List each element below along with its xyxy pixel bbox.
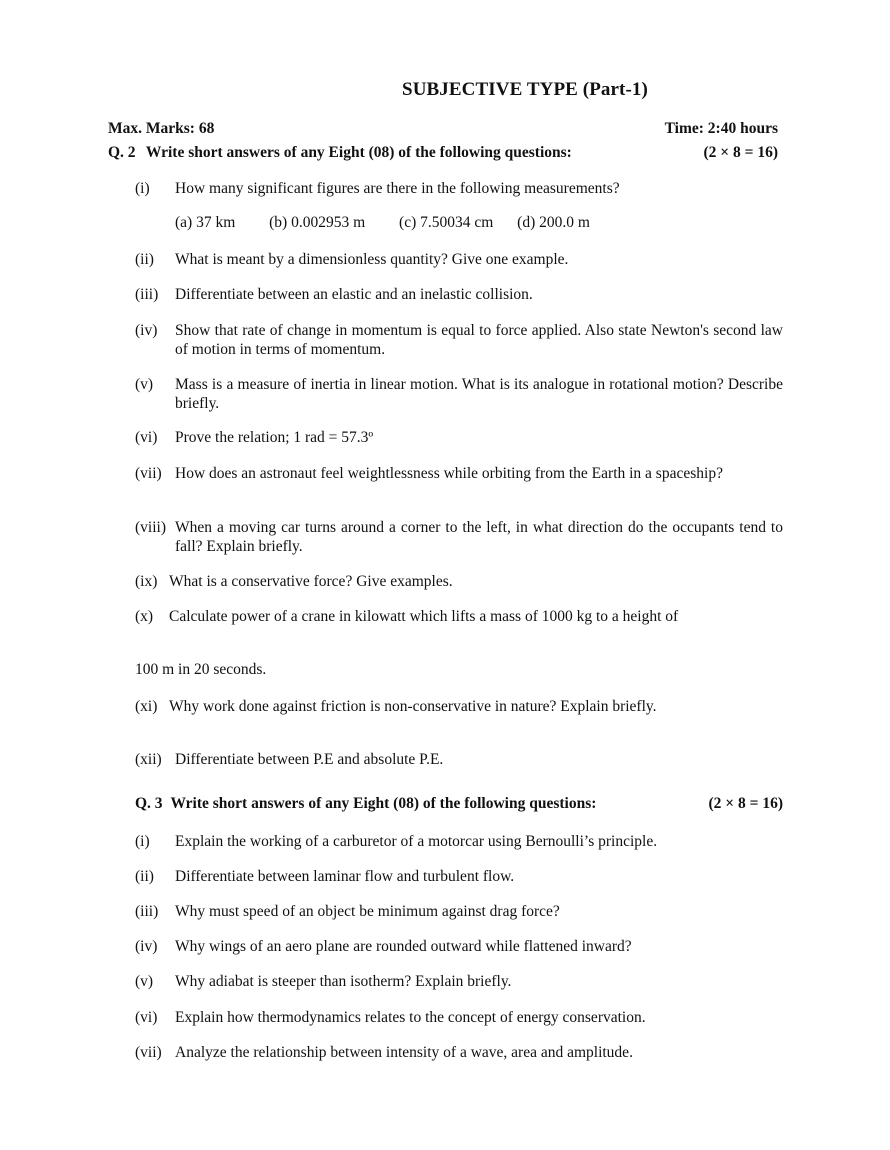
- subpart-d: (d) 200.0 m: [517, 214, 590, 231]
- item-text: Why wings of an aero plane are rounded outward while flattened inward?: [175, 938, 632, 955]
- item-label: (iii): [135, 286, 159, 303]
- q3-header: [135, 795, 783, 813]
- q2-item-ii: [135, 250, 783, 269]
- page-title: SUBJECTIVE TYPE (Part-1): [402, 79, 648, 100]
- item-label: (ii): [135, 868, 154, 885]
- q2-item-ix: [135, 572, 783, 591]
- q2-item-i: [135, 179, 783, 198]
- subpart-b: (b) 0.002953 m: [269, 214, 366, 231]
- q2-item-xi: [135, 697, 783, 716]
- q3-item-vii: [135, 1043, 783, 1062]
- item-text: Mass is a measure of inertia in linear motion. What is its analogue in rotational motion? Describe briefly.: [175, 376, 783, 412]
- q2-x-continuation: 100 m in 20 seconds.: [135, 661, 267, 678]
- q2-item-x: [135, 607, 783, 626]
- q3-number: Q. 3: [135, 795, 163, 812]
- item-label: (ix): [135, 573, 158, 590]
- item-text: How does an astronaut feel weightlessness while orbiting from the Earth in a spaceship?: [175, 465, 723, 482]
- item-label: (vii): [135, 465, 162, 482]
- item-text: Analyze the relationship between intensity of a wave, area and amplitude.: [175, 1044, 633, 1061]
- q3-item-iii: [135, 902, 783, 921]
- q2-item-v: [135, 375, 783, 413]
- q2-item-vii: [135, 464, 783, 483]
- item-text: Explain the working of a carburetor of a motorcar using Bernoulli’s principle.: [175, 833, 658, 850]
- item-text: What is meant by a dimensionless quantity? Give one example.: [175, 251, 569, 268]
- subpart-a: (a) 37 km: [175, 214, 236, 231]
- item-text: Differentiate between laminar flow and turbulent flow.: [175, 868, 515, 885]
- item-text: When a moving car turns around a corner to the left, in what direction do the occupants tend to fall? Explain briefly.: [175, 519, 783, 555]
- item-label: (iii): [135, 903, 159, 920]
- item-text: Why work done against friction is non-conservative in nature? Explain briefly.: [169, 698, 657, 715]
- max-marks: Max. Marks: 68: [108, 120, 215, 137]
- item-label: (vii): [135, 1044, 162, 1061]
- item-label: (iv): [135, 322, 158, 339]
- item-text: Prove the relation; 1 rad = 57.3º: [175, 429, 374, 446]
- subpart-c: (c) 7.50034 cm: [399, 214, 494, 231]
- q2-number: Q. 2: [108, 144, 136, 161]
- q3-item-i: [135, 832, 783, 851]
- item-label: (x): [135, 608, 154, 625]
- item-label: (vi): [135, 1009, 158, 1026]
- time-allowed: Time: 2:40 hours: [664, 120, 778, 137]
- item-text: Calculate power of a crane in kilowatt which lifts a mass of 1000 kg to a height of: [169, 608, 679, 625]
- q2-item-viii: [135, 518, 783, 556]
- q3-instruction: Write short answers of any Eight (08) of the following questions:: [170, 795, 597, 812]
- q3-item-ii: [135, 867, 783, 886]
- item-label: (i): [135, 180, 150, 197]
- q2-instruction: Write short answers of any Eight (08) of the following questions:: [145, 144, 572, 161]
- item-label: (ii): [135, 251, 154, 268]
- q3-item-iv: [135, 937, 783, 956]
- q2-item-iv: [135, 321, 783, 359]
- item-label: (i): [135, 833, 150, 850]
- item-label: (xi): [135, 698, 158, 715]
- q2-marks: (2 × 8 = 16): [703, 144, 778, 161]
- q3-marks: (2 × 8 = 16): [708, 795, 783, 812]
- item-text: Why must speed of an object be minimum against drag force?: [175, 903, 560, 920]
- item-label: (vi): [135, 429, 158, 446]
- item-text: Why adiabat is steeper than isotherm? Explain briefly.: [175, 973, 512, 990]
- item-label: (xii): [135, 751, 162, 768]
- item-text: Differentiate between P.E and absolute P.E.: [175, 751, 444, 768]
- item-text: How many significant figures are there in the following measurements?: [175, 180, 620, 197]
- q2-item-xii: [135, 750, 783, 769]
- item-label: (v): [135, 973, 154, 990]
- item-text: Differentiate between an elastic and an inelastic collision.: [175, 286, 533, 303]
- q3-item-v: [135, 972, 783, 991]
- item-label: (iv): [135, 938, 158, 955]
- q2-i-subparts: [175, 214, 620, 232]
- exam-meta-row: [108, 120, 778, 138]
- q2-item-vi: [135, 428, 783, 447]
- item-label: (viii): [135, 519, 166, 536]
- item-text: What is a conservative force? Give examples.: [169, 573, 453, 590]
- q2-item-iii: [135, 285, 783, 304]
- item-text: Show that rate of change in momentum is equal to force applied. Also state Newton's second law of motion in terms of momentum.: [175, 322, 783, 358]
- q3-item-vi: [135, 1008, 783, 1027]
- item-label: (v): [135, 376, 154, 393]
- q2-header: [108, 144, 778, 162]
- item-text: Explain how thermodynamics relates to the concept of energy conservation.: [175, 1009, 646, 1026]
